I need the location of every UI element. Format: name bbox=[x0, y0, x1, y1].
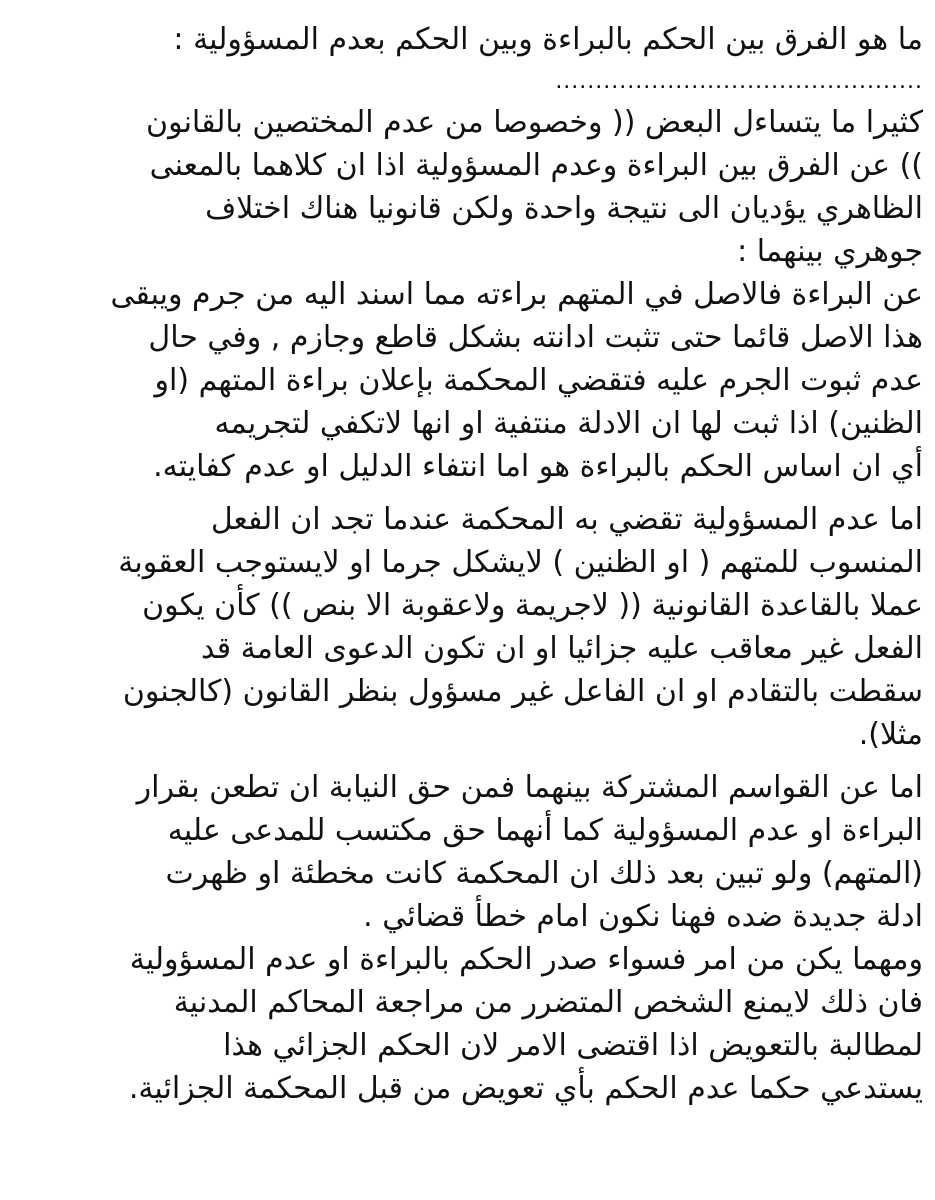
text-line: مثلا). bbox=[858, 717, 923, 752]
text-line: سقطت بالتقادم او ان الفاعل غير مسؤول بنظر القانون (كالجنون bbox=[122, 674, 923, 709]
text-line: جوهري بينهما : bbox=[737, 234, 923, 269]
article-title: ما هو الفرق بين الحكم بالبراءة وبين الحكم بعدم المسؤولية : bbox=[173, 22, 923, 57]
text-line: يستدعي حكما عدم الحكم بأي تعويض من قبل المحكمة الجزائية. bbox=[128, 1071, 923, 1106]
text-line: أي ان اساس الحكم بالبراءة هو اما انتفاء الدليل او عدم كفايته. bbox=[153, 449, 923, 484]
text-line: كثيرا ما يتساءل البعض (( وخصوصا من عدم المختصين بالقانون bbox=[146, 105, 923, 140]
text-line: (المتهم) ولو تبين بعد ذلك ان المحكمة كانت مخطئة او ظهرت bbox=[165, 856, 923, 891]
paragraph-innocence bbox=[8, 101, 923, 488]
text-line: اما عدم المسؤولية تقضي به المحكمة عندما تجد ان الفعل bbox=[210, 502, 923, 537]
text-line: فان ذلك لايمنع الشخص المتضرر من مراجعة المحاكم المدنية bbox=[173, 985, 923, 1020]
text-line: ومهما يكن من امر فسواء صدر الحكم بالبراءة او عدم المسؤولية bbox=[129, 942, 923, 977]
text-line: البراءة او عدم المسؤولية كما أنهما حق مكتسب للمدعى عليه bbox=[167, 813, 923, 848]
text-line: عن البراءة فالاصل في المتهم براءته مما اسند اليه من جرم ويبقى bbox=[110, 277, 923, 312]
text-line: الظاهري يؤديان الى نتيجة واحدة ولكن قانونيا هناك اختلاف bbox=[205, 191, 923, 226]
text-line: الظنين) اذا ثبت لها ان الادلة منتفية او انها لاتكفي لتجريمه bbox=[214, 406, 923, 441]
text-line: الفعل غير معاقب عليه جزائيا او ان تكون الدعوى العامة قد bbox=[201, 631, 923, 666]
text-line: )) عن الفرق بين البراءة وعدم المسؤولية اذا ان كلاهما بالمعنى bbox=[149, 148, 923, 183]
text-line: المنسوب للمتهم ( او الظنين ) لايشكل جرما او لايستوجب العقوبة bbox=[118, 545, 923, 580]
text-line: هذا الاصل قائما حتى تثبت ادانته بشكل قاطع وجازم , وفي حال bbox=[148, 320, 923, 355]
text-line: ادلة جديدة ضده فهنا نكون امام خطأ قضائي . bbox=[363, 899, 923, 934]
paragraph-common-points bbox=[8, 766, 923, 1110]
dotted-separator: .............................................. bbox=[555, 69, 923, 94]
text-line: لمطالبة بالتعويض اذا اقتضى الامر لان الحكم الجزائي هذا bbox=[223, 1028, 923, 1063]
text-line: اما عن القواسم المشتركة بينهما فمن حق النيابة ان تطعن بقرار bbox=[136, 770, 923, 805]
text-line: عدم ثبوت الجرم عليه فتقضي المحكمة بإعلان براءة المتهم (او bbox=[154, 363, 923, 398]
text-line: عملا بالقاعدة القانونية (( لاجريمة ولاعقوبة الا بنص )) كأن يكون bbox=[142, 588, 923, 623]
paragraph-non-liability bbox=[8, 498, 923, 756]
